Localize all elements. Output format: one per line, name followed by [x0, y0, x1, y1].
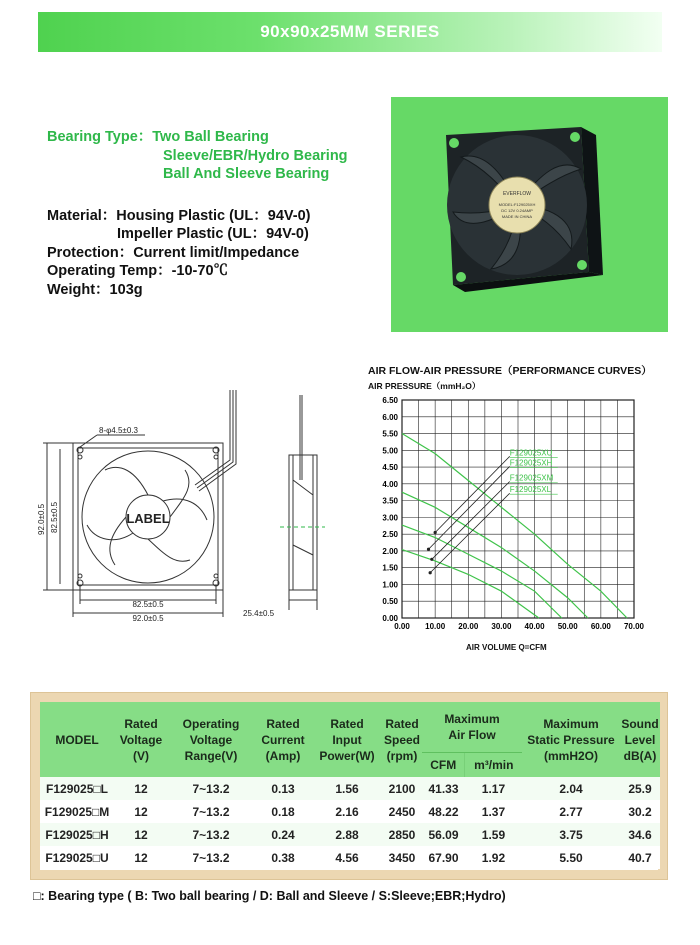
series-title: 90x90x25MM SERIES — [260, 22, 440, 41]
label-text: LABEL — [126, 511, 170, 526]
fan-photo — [391, 97, 668, 332]
spec-table — [40, 702, 660, 869]
header-speed: Rated Speed (rpm) — [382, 702, 422, 777]
cell-voltage: 12 — [134, 827, 148, 842]
table-row — [40, 846, 660, 869]
cell-pressure: 2.04 — [559, 781, 583, 796]
header-cfm: CFM — [422, 752, 465, 777]
cell-sound: 34.6 — [628, 827, 652, 842]
cell-m3: 1.92 — [481, 850, 506, 865]
inner-horizontal-dimension: 82.5±0.5 — [132, 600, 164, 609]
legend-label-F129025XL: F129025XL — [509, 485, 552, 495]
spec-list — [47, 128, 348, 299]
cell-voltage: 12 — [134, 804, 148, 819]
cell-current: 0.38 — [271, 850, 295, 865]
fan-photo-graphic — [391, 97, 668, 332]
x-tick-label: 70.00 — [623, 622, 645, 631]
x-tick-label: 40.00 — [524, 622, 545, 631]
legend-label-F129025XM: F129025XM — [509, 473, 554, 483]
cell-current: 0.24 — [271, 827, 295, 842]
x-tick-label: 30.00 — [491, 622, 512, 631]
cell-cfm: 41.33 — [428, 781, 459, 796]
header-model: MODEL — [40, 702, 114, 777]
x-tick-label: 60.00 — [590, 622, 611, 631]
cell-cfm: 48.22 — [428, 804, 459, 819]
header-sound-level: Sound Level dB(A) — [620, 702, 660, 777]
cell-speed: 2850 — [388, 827, 416, 842]
cell-power: 2.16 — [335, 804, 359, 819]
holes-dimension: 8-φ4.5±0.3 — [99, 426, 138, 435]
cell-pressure: 5.50 — [559, 850, 583, 865]
y-tick-label: 1.50 — [382, 563, 398, 573]
spec-table-body — [40, 777, 660, 869]
bearing-type-row — [47, 128, 348, 147]
x-tick-label: 10.00 — [425, 622, 446, 631]
cell-cfm: 67.90 — [428, 850, 459, 865]
cell-m3: 1.59 — [481, 827, 506, 842]
header-m3-min: m³/min — [465, 752, 522, 777]
header-voltage: Rated Voltage (V) — [114, 702, 168, 777]
cell-pressure: 2.77 — [559, 804, 583, 819]
cell-speed: 3450 — [388, 850, 416, 865]
y-tick-label: 5.00 — [382, 446, 398, 456]
header-power: Rated Input Power(W) — [312, 702, 382, 777]
cell-voltage: 12 — [134, 850, 148, 865]
y-tick-label: 2.50 — [382, 530, 398, 540]
cell-model: F129025□U — [45, 850, 109, 865]
cell-current: 0.18 — [271, 804, 295, 819]
series-header — [38, 12, 662, 52]
chart-title: AIR FLOW-AIR PRESSURE（PERFORMANCE CURVES） — [368, 365, 652, 377]
cell-range: 7~13.2 — [192, 804, 230, 819]
cell-m3: 1.17 — [481, 781, 506, 796]
y-tick-label: 1.00 — [382, 580, 398, 590]
bearing-type-label: Bearing Type： — [47, 129, 153, 145]
cell-speed: 2100 — [388, 781, 416, 796]
bearing-type-3: Ball And Sleeve Bearing — [163, 166, 330, 182]
x-tick-label: 20.00 — [458, 622, 479, 631]
material-housing: Material：Housing Plastic (UL：94V-0) — [47, 207, 311, 224]
y-tick-label: 5.50 — [382, 429, 398, 439]
dimension-drawing — [25, 385, 335, 635]
header-airflow: Maximum Air Flow — [422, 702, 522, 752]
cell-cfm: 56.09 — [428, 827, 459, 842]
cell-power: 4.56 — [335, 850, 359, 865]
y-tick-label: 6.50 — [382, 396, 398, 405]
legend-label-F129025XH: F129025XH — [509, 458, 553, 468]
fan-sticker-text-3: DC 12V 0.24AMP — [501, 208, 533, 213]
header-current: Rated Current (Amp) — [254, 702, 312, 777]
outer-horizontal-dimension: 92.0±0.5 — [132, 614, 164, 623]
legend-leader-tip — [429, 571, 432, 574]
fan-sticker-text-1: EVERFLOW — [502, 191, 532, 197]
fan-sticker-text-2: MODEL:F129025XH — [498, 202, 536, 207]
y-tick-label: 3.50 — [382, 496, 398, 506]
operating-temp: Operating Temp：-10-70℃ — [47, 263, 229, 279]
cell-power: 1.56 — [335, 781, 359, 796]
weight: Weight：103g — [47, 281, 143, 298]
chart-x-label: AIR VOLUME Q=CFM — [466, 643, 547, 652]
table-row — [40, 823, 660, 846]
outer-vertical-dimension: 92.0±0.5 — [37, 503, 46, 535]
y-tick-label: 0.00 — [382, 614, 398, 623]
cell-sound: 25.9 — [628, 781, 652, 796]
header-static-pressure: Maximum Static Pressure (mmH2O) — [522, 702, 620, 777]
cell-sound: 40.7 — [628, 850, 652, 865]
cell-range: 7~13.2 — [192, 827, 230, 842]
x-tick-label: 0.00 — [394, 622, 410, 631]
header-operating-range: Operating Voltage Range(V) — [168, 702, 254, 777]
cell-pressure: 3.75 — [559, 827, 583, 842]
y-tick-label: 2.00 — [382, 546, 398, 556]
cell-power: 2.88 — [335, 827, 359, 842]
inner-vertical-dimension: 82.5±0.5 — [50, 501, 59, 533]
bearing-type-1: Two Ball Bearing — [152, 129, 269, 145]
table-row — [40, 800, 660, 823]
chart-y-label: AIR PRESSURE（mmH₂O） — [368, 381, 481, 391]
cell-current: 0.13 — [271, 781, 295, 796]
table-row — [40, 777, 660, 800]
legend-label-F129025XU: F129025XU — [509, 448, 553, 458]
cell-voltage: 12 — [134, 781, 148, 796]
legend-leader-tip — [434, 531, 437, 534]
y-tick-label: 6.00 — [382, 412, 398, 422]
y-tick-label: 0.50 — [382, 597, 398, 607]
material-impeller: Impeller Plastic (UL：94V-0) — [117, 226, 309, 242]
cell-speed: 2450 — [388, 804, 416, 819]
cell-sound: 30.2 — [628, 804, 652, 819]
bearing-type-2: Sleeve/EBR/Hydro Bearing — [163, 147, 348, 164]
bearing-footnote: □: Bearing type ( B: Two ball bearing / D: Ball and Sleeve / S:Sleeve;EBR;Hydro) — [33, 889, 506, 903]
x-tick-label: 50.00 — [557, 622, 578, 631]
y-tick-label: 4.50 — [382, 463, 398, 473]
spec-table-frame — [30, 692, 668, 880]
depth-dimension: 25.4±0.5 — [243, 609, 275, 618]
y-tick-label: 3.00 — [382, 513, 398, 523]
cell-range: 7~13.2 — [192, 781, 230, 796]
spec-table-inner — [40, 702, 658, 870]
y-tick-label: 4.00 — [382, 479, 398, 489]
cell-m3: 1.37 — [481, 804, 506, 819]
performance-chart — [360, 390, 660, 640]
cell-model: F129025□M — [44, 804, 110, 819]
protection: Protection：Current limit/Impedance — [47, 244, 300, 261]
legend-leader-tip — [430, 558, 433, 561]
cell-model: F129025□H — [45, 827, 109, 842]
cell-model: F129025□L — [46, 781, 108, 796]
legend-leader-tip — [427, 548, 430, 551]
fan-sticker-text-4: MADE IN CHINA — [501, 214, 533, 219]
cell-range: 7~13.2 — [192, 850, 230, 865]
